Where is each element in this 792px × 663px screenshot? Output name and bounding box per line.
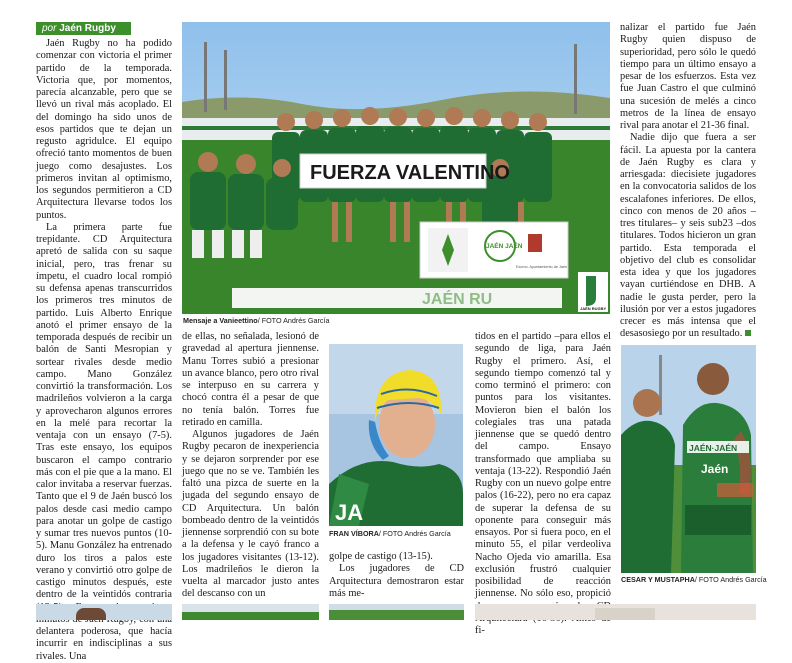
paragraph: La primera parte fue trepidante. CD Arquitectura apretó de salida con su saque inicial, pero, tras frenar su ímpetu, el cuadro local rompió su defensa apenas transcurridos los primeros tres minutos de partido. Luis Alberto Enrique anotó el primer ensayo de la temporada después de recibir un balón de Santi Mesropian y sortear rivales desde medio campo. Mano González convirtió la transformación. Los madrileños volvieron a la carga y aprovecharon algunos errores en la melé para recortar la ventaja con un ensayo (7-5). Tras este ensayo, los equipos buscaron el campo contrario más con el pie que a la mano. El calor invitaba a reservar fuerzas. Tanto que el 9 de Jaén buscó los palos desde casi medio campo para anotar un golpe de castigo y sumar tres nuevos puntos (10-5). Manu González ha entrenado duro los tiros a palos este verano y convirtió otro golpe de castigo minutos después, este dentro de la veintidós contraria delantera poderosa, que hacía incurrir en indisciplinas a sus rivales. Una: [36, 221, 172, 662]
cesar-mustapha-caption: [621, 575, 767, 584]
section-name: Jaén Rugby: [59, 23, 116, 34]
caption-title: Mensaje a Vanieettino: [183, 316, 258, 325]
fran-vibora-photo: [329, 344, 463, 526]
paragraph: Algunos jugadores de Jaén Rugby pecaron de inexperiencia y se dejaron sorprender por ese juego que no se ve. También les faltó una pizca de suerte en la jugada del segundo ensayo de CD Arquitectura. Un balón bombeado dentro de la veintidós jiennense sorprendió con su bote a la defensa y le cayó franco a los jugadores visitantes (13-12). Los madrileños le dieron la vuelta al marcador justo antes del descanso con un: [182, 429, 319, 600]
caption-title: CESAR Y MUSTAPHA: [621, 575, 695, 584]
cesar-mustapha-photo: [621, 345, 756, 573]
caption-credit: / FOTO Andrés García: [694, 575, 767, 584]
bottom-photo-1: [36, 604, 172, 620]
paragraph: golpe de castigo (13-15).: [329, 551, 433, 562]
bottom-photo-4: [475, 604, 756, 620]
caption-credit: / FOTO Andrés García: [378, 529, 451, 538]
cesar-mustapha-photo-drawing: [621, 345, 756, 573]
sign-city-text: Excmo. Ayuntamiento de Jaén: [516, 265, 568, 269]
banner-text: FUERZA VALENTINO: [310, 162, 510, 184]
paragraph-text: Nadie dijo que fuera a ser fácil. La apuesta por la cantera de Jaén Rugby es clara y arriesgada: diecisiete jugadores en la convocatoria salidos de los escalafones inferiores. De ellos, cinco con menos de 20 años –tres titulares– y seis sub23 –dos titulares. Todos hicieron un gran partido. Esta temporada el objetivo del club es consolidar esta idea y que los jugadores vayan curtiéndose en DHB. A nadie le gusta perder, pero la ilusión por ver a estos jugadores crecer es más intensa que el desasosiego por un resultado.: [620, 132, 756, 340]
article-column-5: [620, 22, 756, 340]
jersey-text: JAÉN·JAÉN: [689, 443, 738, 453]
ground-banner-text: JAÉN RU: [422, 291, 493, 308]
article-column-1: [36, 38, 172, 662]
caption-title: FRAN VÍBORA: [329, 529, 379, 538]
end-mark: [745, 330, 751, 336]
bottom-photo-3: [329, 604, 464, 620]
jersey-text: Jaén: [701, 462, 729, 476]
bottom-photo-2: [182, 604, 319, 620]
article-column-4: [475, 331, 611, 636]
team-photo-drawing: [182, 22, 610, 314]
fran-vibora-photo-drawing: [329, 344, 463, 526]
section-header: [36, 22, 131, 35]
paragraph: tidos en el partido –para ellos el segundo de liga, para Jaén Rugby el primero. Así, el segundo tiempo comenzó tal y como terminó el primero: con puntos para los visitantes. Movieron bien el balón los colegiales tras una patada jiennense que se quedó dentro del campo. Ensayo transformado que ampliaba su ventaja (13-22). Respondió Jaén Rugby con un nuevo golpe entre palos (16-22), pero no era capaz de superar la defensa de su oponente para conseguir más ensayos. Por si fuera poco, en el minuto 55, el pilar verdeoliva Nacho Ojeda vio amarilla. Esa exclusión frustró cualquier posibilidad de reacción jiennense. No sólo eso, propició fi-: [475, 331, 611, 636]
paragraph: [620, 132, 756, 340]
sign-logo-text: JAÉN JAÉN: [486, 243, 523, 250]
team-photo: [182, 22, 610, 314]
paragraph: nalizar el partido fue Jaén Rugby quien dispuso de superioridad, pero sólo le quedó tiempo para un último ensayo a pesar de los esfuerzos. Esta vez fue Juan Castro el que culminó una sucesión de melés a cinco metros de la línea de ensayo rival para anotar el 21-36 final.: [620, 22, 756, 131]
paragraph: de ellas, no señalada, lesionó de gravedad al apertura jiennense. Manu Torres subió a presionar un avance blanco, pero otro rival se interpuso en su carrera y chocó contra él a pesar de que no tenía balón. Torres fue retirado en camilla.: [182, 331, 319, 428]
paragraph: Jaén Rugby no ha podido comenzar con victoria el primer partido de la temporada. Victoria que, por momentos, parecía alcanzable, pero que se llevó un rival más acoplado. El del domingo ha sido unos de esos partidos que te dejan un regusto agridulce. El equipo ofreció tanto momentos de buen juego como desajustes. Los primeros invitan al optimismo, los segundos permitieron a CD Arquitectura llevarse todos los puntos.: [36, 38, 172, 221]
corner-logo-text: JAÉN RUGBY: [580, 306, 607, 311]
caption-credit: / FOTO Andrés García: [257, 316, 330, 325]
fran-vibora-caption: [329, 529, 451, 538]
jersey-text: JA: [335, 500, 364, 525]
section-prefix: por: [42, 23, 57, 34]
team-photo-caption: [183, 316, 329, 325]
article-column-2: [182, 331, 319, 620]
paragraph: Los jugadores de CD Arquitectura demostraron estar más me-: [329, 563, 464, 599]
